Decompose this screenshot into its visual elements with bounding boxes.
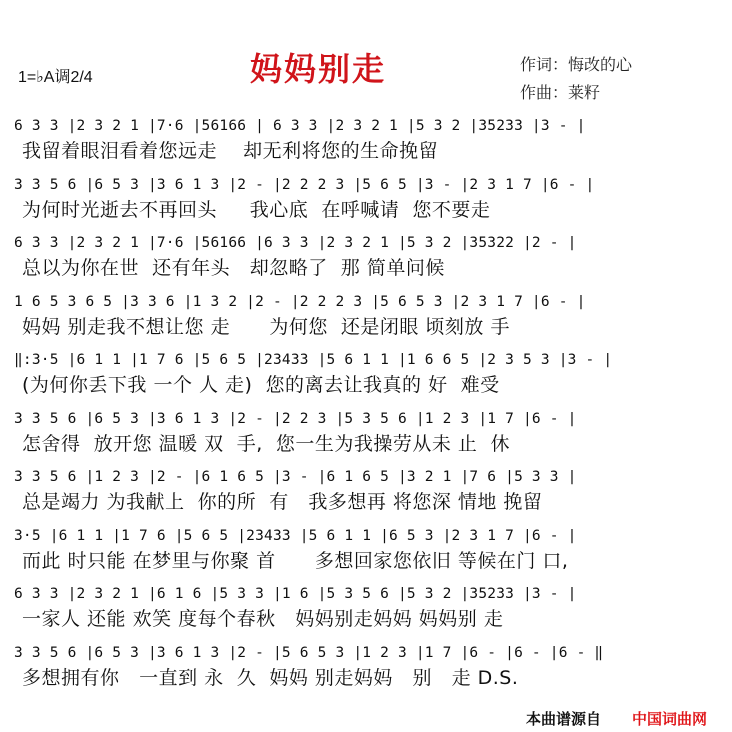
- lyric-line: (为何你丢下我 一个 人 走) 您的离去让我真的 好 难受: [22, 374, 500, 396]
- notation-line: 3 3 5 6 |6 5 3 |3 6 1 3 |2 - |2 2 2 3 |5 6 5 |3 - |2 3 1 7 |6 - |: [14, 176, 595, 193]
- lyric-line: 而此 时只能 在梦里与你聚 首 多想回家您依旧 等候在门 口,: [22, 549, 569, 572]
- source-label: 本曲谱源自: [526, 710, 602, 728]
- notation-line: 3 3 5 6 |6 5 3 |3 6 1 3 |2 - |5 6 5 3 |1 2 3 |1 7 |6 - |6 - |6 - ‖: [14, 644, 604, 661]
- lyricist-credit: 作词：悔改的心: [520, 55, 633, 74]
- notation-line: 3·5 |6 1 1 |1 7 6 |5 6 5 |23433 |5 6 1 1 |6 5 3 |2 3 1 7 |6 - |: [14, 527, 577, 544]
- composer-credit: 作曲：莱籽: [520, 83, 601, 102]
- page-title: 妈妈别走: [250, 50, 387, 88]
- lyric-line: 总是竭力 为我献上 你的所 有 我多想再 将您深 情地 挽留: [22, 491, 543, 513]
- notation-line: 6 3 3 |2 3 2 1 |7·6 |56166 |6 3 3 |2 3 2 1 |5 3 2 |35322 |2 - |: [14, 235, 577, 251]
- source-site-link[interactable]: 中国词曲网: [632, 710, 708, 728]
- lyric-line: 妈妈 别走我不想让您 走 为何您 还是闭眼 顷刻放 手: [22, 315, 510, 338]
- lyric-line: 总以为你在世 还有年头 却忽略了 那 简单问候: [22, 257, 445, 279]
- notation-line: 3 3 5 6 |6 5 3 |3 6 1 3 |2 - |2 2 3 |5 3 5 6 |1 2 3 |1 7 |6 - |: [14, 410, 577, 427]
- notation-line: ‖:3·5 |6 1 1 |1 7 6 |5 6 5 |23433 |5 6 1 1 |1 6 6 5 |2 3 5 3 |3 - |: [14, 352, 613, 368]
- lyric-line: 多想拥有你 一直到 永 久 妈妈 别走妈妈 别 走 D.S.: [22, 666, 519, 689]
- lyric-line: 一家人 还能 欢笑 度每个春秋 妈妈别走妈妈 妈妈别 走: [22, 608, 504, 630]
- notation-line: 1 6 5 3 6 5 |3 3 6 |1 3 2 |2 - |2 2 2 3 |5 6 5 3 |2 3 1 7 |6 - |: [14, 293, 586, 310]
- notation-line: 6 3 3 |2 3 2 1 |7·6 |56166 | 6 3 3 |2 3 2 1 |5 3 2 |35233 |3 - |: [14, 118, 586, 134]
- key-signature: 1=♭A调2/4: [18, 69, 93, 86]
- notation-line: 3 3 5 6 |1 2 3 |2 - |6 1 6 5 |3 - |6 1 6 5 |3 2 1 |7 6 |5 3 3 |: [14, 469, 577, 485]
- lyric-line: 怎舍得 放开您 温暖 双 手, 您一生为我操劳从未 止 休: [22, 432, 510, 455]
- notation-line: 6 3 3 |2 3 2 1 |6 1 6 |5 3 3 |1 6 |5 3 5 6 |5 3 2 |35233 |3 - |: [14, 586, 577, 602]
- lyric-line: 我留着眼泪看着您远走 却无利将您的生命挽留: [22, 140, 439, 162]
- lyric-line: 为何时光逝去不再回头 我心底 在呼喊请 您不要走: [22, 198, 491, 221]
